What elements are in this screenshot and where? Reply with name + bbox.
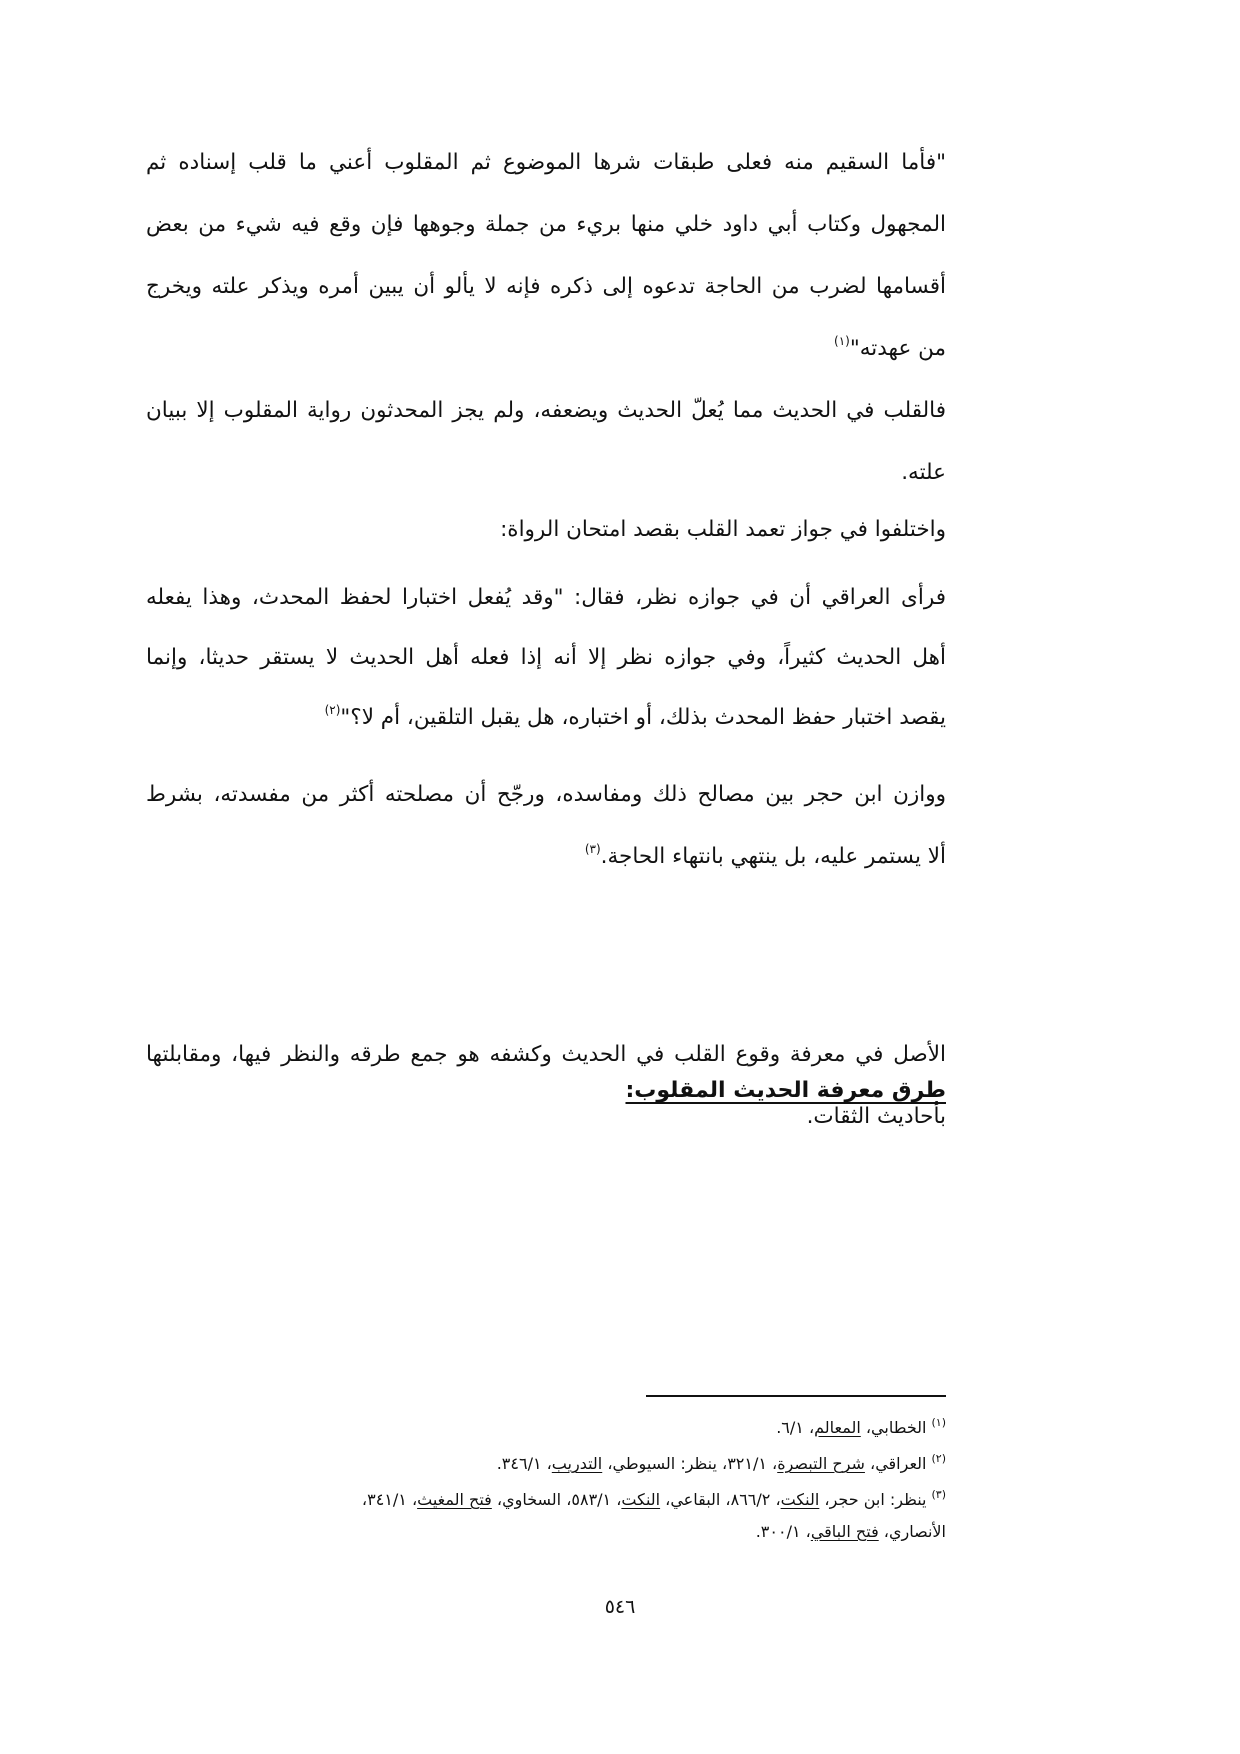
source-title: التدريب xyxy=(551,1454,603,1473)
footnote-text: الأنصاري، xyxy=(878,1522,946,1541)
footnote-text: ، ٣٠٠/١. xyxy=(755,1522,811,1541)
paragraph-line: فالقلب في الحديث مما يُعلّ الحديث ويضعفه، ولم يجز المحدثون رواية المقلوب إلا ببيان xyxy=(146,398,946,423)
footnote-text: ، ٣٢١/١، ينظر: السيوطي، xyxy=(602,1454,778,1473)
source-title: فتح الباقي xyxy=(810,1522,879,1541)
footnote-item xyxy=(146,1488,946,1509)
paragraph-line: يقصد اختبار حفظ المحدث بذلك، أو اختباره، هل يقبل التلقين، أم لا؟"$^{(٢)}$ xyxy=(324,703,946,730)
footnote-text: ، ٥٨٣/١، السخاوي، xyxy=(491,1490,622,1509)
document-page xyxy=(146,0,946,1754)
footnote-text: ، ٣٤١/١، xyxy=(361,1490,418,1509)
footnote-text: العراقي، xyxy=(864,1454,927,1473)
footnote-text: الخطابي، xyxy=(860,1418,927,1437)
quote-paragraph xyxy=(146,132,946,380)
paragraph-line: ووازن ابن حجر بين مصالح ذلك ومفاسده، ورجّح أن مصلحته أكثر من مفسدته، بشرط xyxy=(146,782,946,807)
source-title: المعالم xyxy=(814,1418,861,1437)
paragraph-line: فرأى العراقي أن في جوازه نظر، فقال: "وقد يُفعل اختبارا لحفظ المحدث، وهذا يفعله xyxy=(146,585,946,610)
source-title: النكت xyxy=(780,1490,820,1509)
body-paragraph xyxy=(146,510,946,550)
footnote-number: (١) xyxy=(931,1416,946,1429)
body-paragraph xyxy=(146,1024,946,1148)
footnote-text: ينظر: ابن حجر، xyxy=(819,1490,927,1509)
body-paragraph xyxy=(146,764,946,888)
footnote-separator xyxy=(646,1395,946,1397)
footnote-number: (٢) xyxy=(931,1452,946,1465)
section-heading: طرق معرفة الحديث المقلوب: xyxy=(625,1078,946,1103)
source-title: فتح المغيث xyxy=(417,1490,492,1509)
paragraph-line: أهل الحديث كثيراً، وفي جوازه نظر إلا أنه إذا فعله أهل الحديث لا يستقر حديثا، وإنما xyxy=(146,645,946,670)
footnote-item xyxy=(146,1416,946,1437)
footnote-text: ، ٣٤٦/١. xyxy=(496,1454,552,1473)
footnote-number: (٣) xyxy=(931,1488,946,1501)
footnote-text: ، ٨٦٦/٢، البقاعي، xyxy=(660,1490,781,1509)
paragraph-line: من عهدته"$^{(١)}$ xyxy=(834,334,946,361)
footnote-reference[interactable]: (٢) xyxy=(324,703,341,717)
footnote-item xyxy=(146,1522,946,1541)
paragraph-line: الأصل في معرفة وقوع القلب في الحديث وكشفه هو جمع طرقه والنظر فيها، ومقابلتها xyxy=(146,1042,946,1067)
paragraph-line: ألا يستمر عليه، بل ينتهي بانتهاء الحاجة.$^{(٣)}$ xyxy=(584,842,946,869)
footnote-reference[interactable]: (١) xyxy=(834,334,850,348)
footnote-item xyxy=(146,1452,946,1473)
quote-paragraph xyxy=(146,568,946,748)
footnote-reference[interactable]: (٣) xyxy=(584,842,601,856)
paragraph-line: "فأما السقيم منه فعلى طبقات شرها الموضوع ثم المقلوب أعني ما قلب إسناده ثم xyxy=(146,150,946,175)
paragraph-line: بأحاديث الثقات. xyxy=(806,1104,946,1129)
paragraph-line: علته. xyxy=(901,460,946,485)
body-paragraph xyxy=(146,380,946,504)
paragraph-line: واختلفوا في جواز تعمد القلب بقصد امتحان الرواة: xyxy=(500,517,946,542)
paragraph-line: المجهول وكتاب أبي داود خلي منها بريء من جملة وجوهها فإن وقع فيه شيء من بعض xyxy=(146,212,946,237)
source-title: شرح التبصرة xyxy=(777,1454,865,1473)
page-number: ٥٤٦ xyxy=(604,1596,636,1618)
source-title: النكت xyxy=(621,1490,661,1509)
footnote-text: ، ٦/١. xyxy=(776,1418,815,1437)
paragraph-line: أقسامها لضرب من الحاجة تدعوه إلى ذكره فإنه لا يألو أن يبين أمره ويذكر علته ويخرج xyxy=(146,274,946,299)
